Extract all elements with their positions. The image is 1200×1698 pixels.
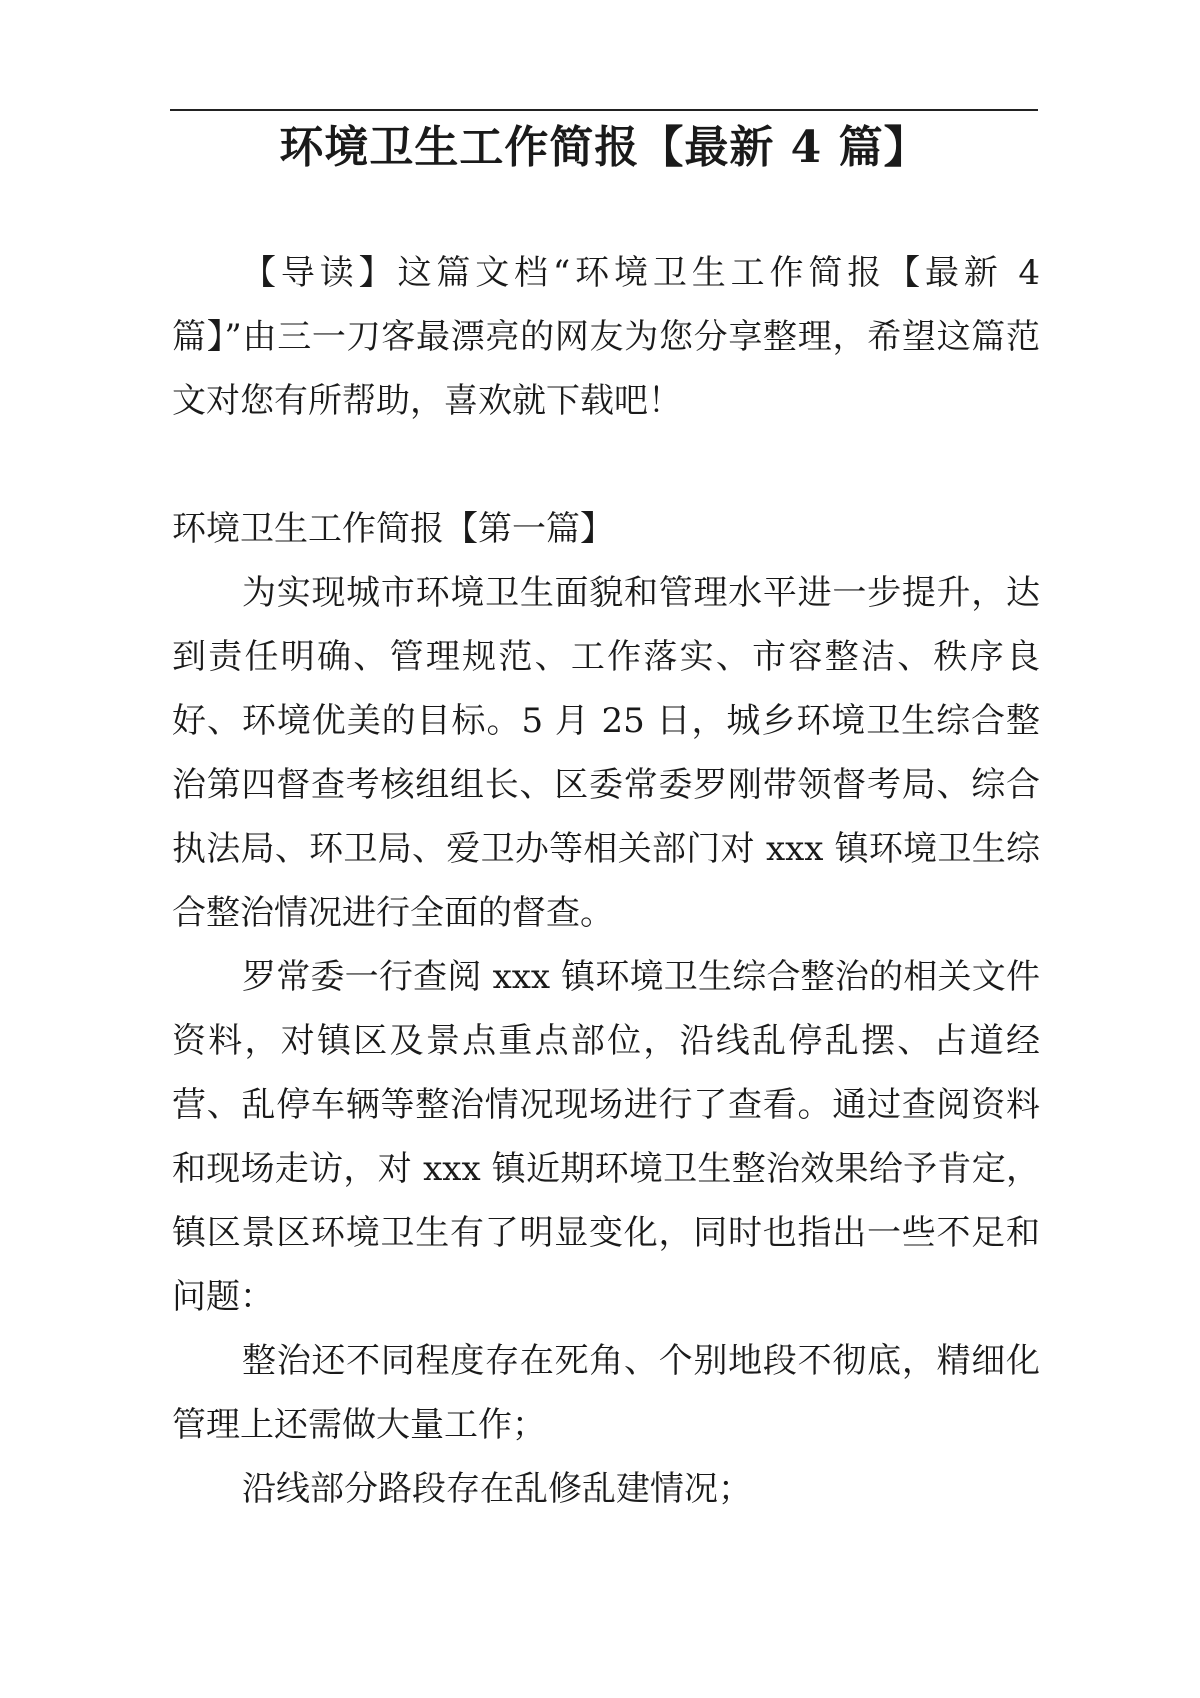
header-rule [170, 109, 1038, 111]
body-paragraph-1: 为实现城市环境卫生面貌和管理水平进一步提升，达到责任明确、管理规范、工作落实、市容整洁、秩序良好、环境优美的目标。5 月 25 日，城乡环境卫生综合整治第四督查考核组组长、区委常委罗刚带领督考局、综合执法局、环卫局、爱卫办等相关部门对 xxx 镇环境卫生综合整治情况进行全面的督查。 [172, 573, 1040, 933]
document-body [172, 241, 1040, 1521]
intro-paragraph: 【导读】这篇文档“环境卫生工作简报【最新 4 篇】”由三一刀客最漂亮的网友为您分享整理，希望这篇范文对您有所帮助，喜欢就下载吧！ [172, 253, 1040, 421]
document-title: 环境卫生工作简报【最新 4 篇】 [279, 122, 929, 173]
body-paragraph-4: 沿线部分路段存在乱修乱建情况； [242, 1469, 752, 1509]
paragraph-gap [172, 433, 1040, 497]
body-paragraph-2: 罗常委一行查阅 xxx 镇环境卫生综合整治的相关文件资料，对镇区及景点重点部位，沿线乱停乱摆、占道经营、乱停车辆等整治情况现场进行了查看。通过查阅资料和现场走访，对 xxx 镇近期环境卫生整治效果给予肯定，镇区景区环境卫生有了明显变化，同时也指出一些不足和问题： [172, 957, 1040, 1317]
body-paragraph-3: 整治还不同程度存在死角、个别地段不彻底，精细化管理上还需做大量工作； [172, 1341, 1040, 1445]
section-heading: 环境卫生工作简报【第一篇】 [172, 509, 614, 549]
